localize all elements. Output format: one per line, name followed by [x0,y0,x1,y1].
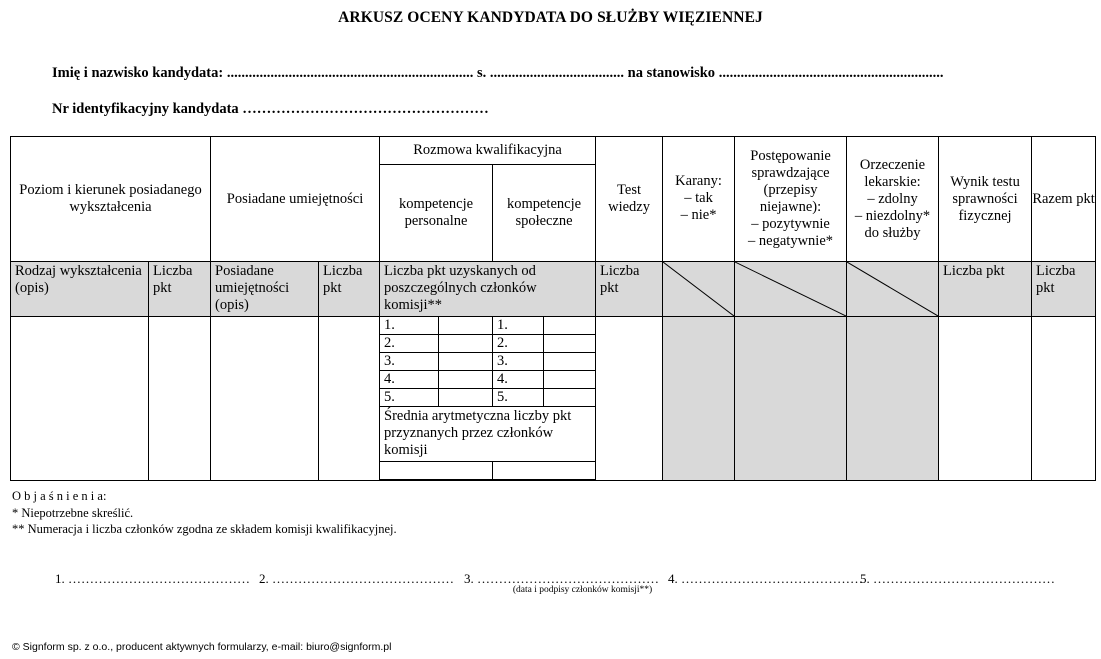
header-interview: Rozmowa kwalifikacyjna [380,137,596,165]
personal-member-score[interactable] [439,353,493,371]
personal-member-score[interactable] [439,389,493,407]
cell-skills-points[interactable] [319,317,380,481]
checks-diagonal [735,262,847,317]
personal-member-number: 1. [380,317,439,335]
cell-fitness-points[interactable] [939,317,1032,481]
cell-checks [735,317,847,481]
signature-line-1[interactable]: 1. …………………………………… [55,571,250,586]
id-field[interactable]: …………………………………………… [242,101,489,117]
cell-education-type[interactable] [11,317,149,481]
position-field[interactable]: .............................................................. [718,65,944,81]
header-personal-competences: kompetencje personalne [380,165,493,262]
personal-member-number: 3. [380,353,439,371]
s-label: s. [476,65,487,81]
explanations-heading: O b j a ś n i e n i a: [12,489,107,503]
sub-skills-points: Liczba pkt [319,262,380,317]
id-label: Nr identyfikacyjny kandydata [52,101,239,117]
sub-fitness-points: Liczba pkt [939,262,1032,317]
personal-member-number: 4. [380,371,439,389]
sub-test-points: Liczba pkt [596,262,663,317]
sub-education-points: Liczba pkt [149,262,211,317]
personal-member-score[interactable] [439,371,493,389]
signature-line-4[interactable]: 4. …………………………………… [668,571,863,586]
s-field[interactable]: ..................................... [489,65,624,81]
social-member-number: 3. [493,353,544,371]
signatures-caption: (data i podpisy członków komisji**) [512,585,653,595]
sub-education-type: Rodzaj wykształcenia (opis) [11,262,149,317]
signature-line-5[interactable]: 5. …………………………………… [860,571,1055,586]
header-medical: Orzeczenie lekarskie: – zdolny – niezdolny* do służby [847,137,939,262]
punished-diagonal [663,262,735,317]
social-member-number: 5. [493,389,544,407]
header-fitness: Wynik testu sprawności fizycznej [939,137,1032,262]
social-member-number: 4. [493,371,544,389]
header-checks: Postępowanie sprawdzające (przepisy niejawne): – pozytywnie – negatywnie* [735,137,847,262]
cell-punished [663,317,735,481]
personal-member-score[interactable] [439,317,493,335]
footer-copyright: © Signform sp. z o.o., producent aktywnych formularzy, e-mail: biuro@signform.pl [12,641,392,653]
social-average-value[interactable] [493,462,596,480]
sub-interview-points: Liczba pkt uzyskanych od poszczególnych członków komisji** [380,262,596,317]
page-title: ARKUSZ OCENY KANDYDATA DO SŁUŻBY WIĘZIENNEJ [338,9,763,26]
social-member-number: 1. [493,317,544,335]
candidate-name-line [52,65,943,82]
header-education: Poziom i kierunek posiadanego wykształcenia [11,137,211,262]
social-member-number: 2. [493,335,544,353]
cell-test-points[interactable] [596,317,663,481]
footnote-double-star: ** Numeracja i liczba członków zgodna ze składem komisji kwalifikacyjnej. [12,522,397,536]
table-bottom-spacer [380,480,596,481]
candidate-id-line [52,101,489,118]
signature-line-2[interactable]: 2. …………………………………… [259,571,454,586]
medical-diagonal [847,262,939,317]
footnote-single-star: * Niepotrzebne skreślić. [12,505,134,520]
social-member-score[interactable] [544,335,596,353]
cell-medical [847,317,939,481]
average-label: Średnia arytmetyczna liczby pkt przyznanych przez członków komisji [380,407,596,462]
social-member-score[interactable] [544,317,596,335]
signature-line-3[interactable]: 3. …………………………………… [464,571,659,586]
name-label: Imię i nazwisko kandydata: [52,65,224,81]
explanations [12,488,397,538]
personal-member-score[interactable] [439,335,493,353]
name-field[interactable]: .................................................................... [226,65,474,81]
header-punished: Karany: – tak – nie* [663,137,735,262]
header-test: Test wiedzy [596,137,663,262]
personal-member-number: 5. [380,389,439,407]
position-label: na stanowisko [627,65,716,81]
header-total: Razem pkt [1032,137,1096,262]
cell-education-points[interactable] [149,317,211,481]
personal-member-number: 2. [380,335,439,353]
personal-average-value[interactable] [380,462,493,480]
cell-skills-description[interactable] [211,317,319,481]
sub-skills-description: Posiadane umiejętności (opis) [211,262,319,317]
social-member-score[interactable] [544,353,596,371]
cell-total-points[interactable] [1032,317,1096,481]
social-member-score[interactable] [544,371,596,389]
sub-total-points: Liczba pkt [1032,262,1096,317]
header-social-competences: kompetencje społeczne [493,165,596,262]
header-skills: Posiadane umiejętności [211,137,380,262]
evaluation-table [10,136,1096,481]
social-member-score[interactable] [544,389,596,407]
